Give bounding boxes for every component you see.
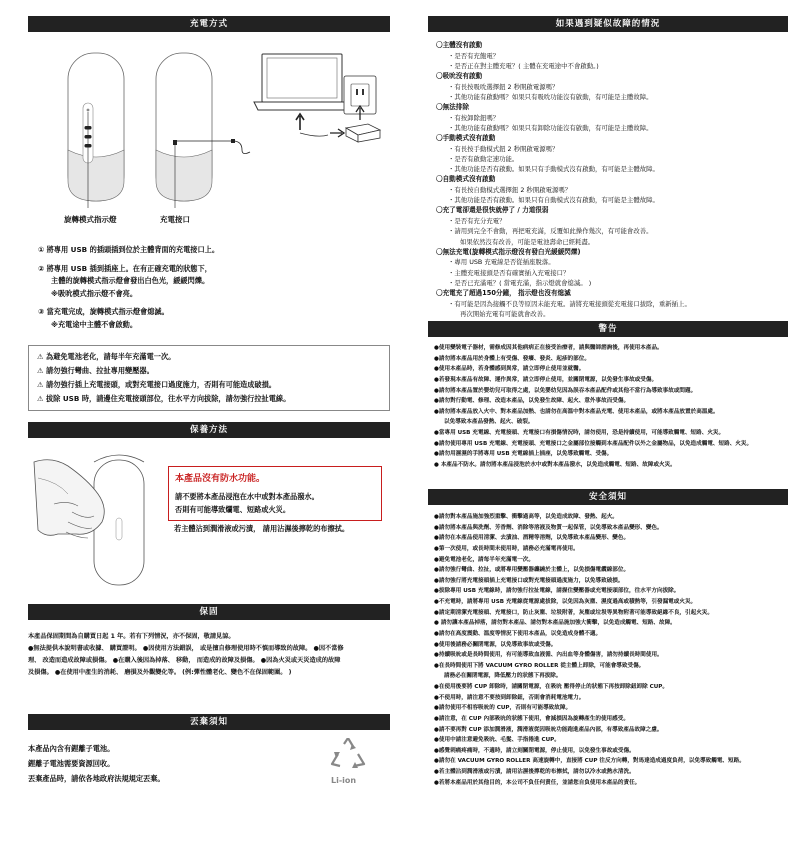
safety-item: ●請勿在高度震動、溫度等情況下使用本產品，以免造成身體不適。 xyxy=(434,630,602,637)
safety-item: ●不充電時，請將專用 USB 充電線從電源處拔除，以免因為灰塵、濕度過高或積熱等，引發漏電或火災。 xyxy=(434,599,697,605)
disposal-line: 鋰離子電池需要資源回收。 xyxy=(28,759,115,769)
arrow-right-icon xyxy=(330,129,344,137)
faq-section-title: 〇無法充電(旋轉模式指示燈沒有發白光緩緩閃爍) xyxy=(436,247,581,256)
disposal-line: 丟棄產品時，請依各地政府法規規定丟棄。 xyxy=(28,774,165,784)
safety-list xyxy=(434,512,788,788)
safety-item: ●請勿強行將充電接頭插上充電接口或對充電接頭過度施力，以免導致破損。 xyxy=(434,577,624,584)
faq-section-title: 〇充了電卻還是很快就停了 / 力道很弱 xyxy=(436,206,549,215)
faq-item: ・有按卸除鈕嗎？ xyxy=(448,113,500,122)
warning-line: ⚠ 拔除 USB 時，請邊住充電接頭部位，往水平方向拔除，請勿強行拉扯電線。 xyxy=(37,394,291,404)
faq-list xyxy=(436,40,788,319)
warning-item: ●使用本產品時，若身體感到異常，請立即停止使用並就醫。 xyxy=(434,366,585,373)
device-front-illustration xyxy=(68,53,124,208)
faq-section-title: 〇主體沒有啟動 xyxy=(436,41,483,49)
step-1: ① 將專用 USB 的插頭插到位於主體背面的充電接口上。 xyxy=(38,245,220,254)
faq-item: ・有長按自動模式選擇鈕 2 秒開啟電源嗎？ xyxy=(448,185,572,194)
care-note: 若主體沾到潤滑液或污漬， 請用沾濕後擰乾的布擦拭。 xyxy=(174,524,350,533)
warranty-header: 保固 xyxy=(28,604,390,620)
charging-port-label: 充電接口 xyxy=(160,215,190,224)
faq-item: ・是否有啟動定速功能。 xyxy=(448,154,519,163)
warning-item: ●請勿將本產品用於身體上有受傷、發癢、發炎、起疹的部位。 xyxy=(434,355,590,362)
warning-item: ●請勿將本產品置於嬰幼兒可取得之處，以免嬰幼兒因為誤吞本產品配件或其他不當行為導致事故或問題。 xyxy=(434,387,697,394)
warning-item: ●請勿對行動電、修理、改造本產品，以免發生故障、起火、意外事故而受傷。 xyxy=(434,398,630,405)
faq-item: ・專用 USB 充電線是否從插座脫落。 xyxy=(448,258,555,267)
warranty-line: 理、 改造而造成故障或損傷。 ●在購入後因為掉落、 移動， 而造成的故障及損傷。 ●因為火災或天災造成的故障 xyxy=(28,657,341,665)
warranty-line: 及損傷。 ●在使用中產生的消耗、 磨損及外觀變化等。 (例:彈性體老化、變色不在保固範圍。 ) xyxy=(28,669,292,677)
faq-item: ・其他功能有啟動嗎？如果只有吸吮功能沒有啟動，有可能是主體故障。 xyxy=(448,92,653,101)
warning-item: ●若發現本產品有故障、運作異常，請立即停止使用，並關閉電源，以免發生事故或受傷。 xyxy=(434,376,658,383)
faq-item: ・有長按手動模式鈕 2 秒開啟電源嗎？ xyxy=(448,144,559,153)
care-header: 保養方法 xyxy=(28,422,390,438)
safety-item: ● 請勿讓本產品掉落，請勿對本產品、請勿對本產品施加強大衝擊，以免造成觸電、短路、故障。 xyxy=(434,620,676,627)
safety-item: ●在長時間使用下將 VACUUM GYRO ROLLER 從主體上卸除，可能會導致受傷。 xyxy=(434,662,645,669)
safety-item: ●請定期清潔充電接頭、充電接口，防止灰塵、垃圾附著，灰塵或垃圾等異物附著可能導致絕緣不良，引起火災。 xyxy=(434,609,713,616)
faq-section-title: 〇充電充了超過150分鐘， 指示燈也沒有熄滅 xyxy=(436,289,571,298)
warning-header: 警告 xyxy=(428,321,788,337)
faq-item: ・請用到完全不會動，再把電充滿，反覆如此操作幾次，有可能會改善。 xyxy=(448,227,653,236)
warning-item: ●請勿使用專用 USB 充電線、充電接頭、充電接口之金屬部位接觸到本產品配件以外之金屬物品，以免造成觸電、短路、火災。 xyxy=(434,440,753,447)
usb-adapter-icon xyxy=(346,124,380,142)
disposal-header: 丟棄須知 xyxy=(28,714,390,730)
hand-wiping-illustration xyxy=(28,442,168,592)
step-3-note: ※充電途中主體不會啟動。 xyxy=(51,319,138,329)
safety-item: ●避免電池老化，請每半年充滿電一次。 xyxy=(434,556,534,563)
safety-item: ●感覺刺痛疼痛時，不適時，請立刻關閉電源，停止使用，以免發生事故或受傷。 xyxy=(434,747,635,754)
faq-item: 再次開始充電有可能就會改善。 xyxy=(460,309,550,318)
warning-item: ●請勿將本產品放入火中、對本產品加熱、也請勿在高溫中對本產品充電、使用本產品，或將本產品放置於高溫處。 xyxy=(434,408,719,415)
warning-item: ● 本產品不防水。請勿將本產品浸泡於水中或對本產品潑水，以免造成觸電、短路、故障或火災。 xyxy=(434,461,676,468)
faq-header: 如果遇到疑似故障的情況 xyxy=(428,16,788,32)
warning-list xyxy=(434,343,788,471)
safety-item: ●請勿將本產品與洗劑、芳香劑、消除等溶液及物質一起保管，以免導致本產品變形、變色。 xyxy=(434,524,663,531)
faq-item: ・其他功能有啟動嗎？如果只有卸除功能沒有啟動，有可能是主體故障。 xyxy=(448,123,653,132)
safety-item: ●請勿在本產品使用清潔、去漬油、酒精等溶劑，以免導致本產品變形、變色。 xyxy=(434,535,630,542)
faq-item: ・其他功能是否有啟動。如果只有自動模式沒有啟動，有可能是主體故障。 xyxy=(448,196,659,205)
faq-item: 如果依然沒有改善，可能是電池壽命已經耗盡。 xyxy=(460,237,595,246)
warning-item: ●使用變裝電子器材，需修成因其他病病正在接受治療者，請與醫師諮詢後，再使用本產品。 xyxy=(434,345,663,351)
safety-item: ●不使用時，請注意不要按到卸除鈕，否則會消耗電池電力。 xyxy=(434,694,585,701)
warning-item: 以免導致本產品發熱、起火、破裂。 xyxy=(444,419,534,426)
safety-item: ●使用中請注意避免吸吮、毛髮、手指捲進 CUP。 xyxy=(434,737,560,744)
faq-item: ・是否已充滿電？( 當電充滿，指示燈就會熄滅。 ) xyxy=(448,278,592,287)
charging-steps xyxy=(38,244,390,332)
faq-section-title: 〇無法排除 xyxy=(436,103,469,112)
faq-section-title: 〇自動模式沒有啟動 xyxy=(436,175,496,184)
no-waterproof-title: 本產品沒有防水功能。 xyxy=(175,474,266,484)
safety-item: ●請勿在 VACUUM GYRO ROLLER 高速旋轉中，直接將 CUP 往反方向轉，對馬達造成過度負荷，以免導致觸電、短路。 xyxy=(434,758,745,765)
faq-section-title: 〇吸吮沒有啟動 xyxy=(436,72,483,81)
safety-item: ●第一次使用，或長時間未使用時，請務必充滿電再使用。 xyxy=(434,545,579,552)
charging-warnings-box xyxy=(28,345,390,411)
faq-item: ・其他功能是否有啟動。如果只有手動模式沒有啟動，有可能是主體故障。 xyxy=(448,165,659,174)
no-waterproof-line: 否則有可能導致爛電、短路或火災。 xyxy=(175,504,291,514)
warning-item: ●當專用 USB 充電線、充電接頭、充電接口有損傷情況時，請勿使用，恐是持續使用，可能導致觸電、短路、火災。 xyxy=(434,430,725,436)
safety-item: ●在使用後要將 CUP 卸除時，請關閉電源，在吸吮 壓得停止的狀態下再按卸除鈕卸除 CUP。 xyxy=(434,684,668,690)
safety-item: ●請不要再對 CUP 添加潤滑液，潤滑液從因吸吮功能跑進產品內部，有導致產品故障之慮。 xyxy=(434,726,663,733)
step-2: ② 將專用 USB 插到插座上。在有正確充電的狀態下， xyxy=(38,263,212,273)
step-2-detail: 主體的旋轉模式指示燈會發出白色光，緩緩閃爍。 xyxy=(51,276,210,286)
warranty-line: ●無法提供本說明書或收據、 購買證明。 ●因使用方法錯誤， 或是擅自修理使用時不慎而導致的故障。 ●因不當修 xyxy=(28,645,344,653)
li-ion-label: Li-ion xyxy=(331,776,357,785)
warranty-line: 本產品保固期間為自購買日起 1 年。若有下列情況，亦不保固，敬請見諒。 xyxy=(28,633,235,640)
faq-item: ・主體充電接頭是否有確實插入充電接口？ xyxy=(448,268,570,277)
warranty-text xyxy=(28,631,390,679)
charging-header: 充電方式 xyxy=(28,16,390,32)
safety-item: ●若將本產品用於其他目的，本公司不負任何責任，並請您自負使用本產品的責任。 xyxy=(434,779,641,786)
arrow-up-icon xyxy=(296,114,304,130)
faq-item: ・有可能是因為接觸不良等原因未能充電。請將充電接頭從充電接口拔除，重新插上。 xyxy=(448,299,691,308)
safety-item: ●拔除專用 USB 充電線時，請勿強行拉扯電線，請握住變壓器或充電接頭部位，往水平方向拔除。 xyxy=(434,588,680,595)
warning-line: ⚠ 請勿強行插上充電接頭，或對充電接口過度施力，否則有可能造成破損。 xyxy=(37,380,276,390)
faq-item: ・有長按吸吮選擇鈕 2 秒開啟電源嗎？ xyxy=(448,82,559,91)
warning-line: ⚠ 請勿強行彎曲、拉扯專用變壓器。 xyxy=(37,366,154,376)
step-2-note: ※吸吮模式指示燈不會亮。 xyxy=(51,288,138,298)
disposal-line: 本產品內含有鋰離子電池。 xyxy=(28,744,115,753)
safety-item: ●使用後請務必關閉電源，以免導致事故或受傷。 xyxy=(434,641,557,648)
safety-item: ●請勿對本產品施加強烈重擊、衝擊過高等，以免造成故障、發熱、起火。 xyxy=(434,514,618,520)
faq-section-title: 〇手動模式沒有啟動 xyxy=(436,134,496,143)
safety-item: ●請注意，在 CUP 內部吸吮的狀態下使用，會減損因為旋轉產生的使用感受。 xyxy=(434,715,629,722)
step-3: ③ 當充電完成，旋轉模式指示燈會熄滅。 xyxy=(38,307,169,317)
safety-header: 安全須知 xyxy=(428,489,788,505)
recycle-icon xyxy=(328,738,368,772)
no-waterproof-line: 請不要將本產品浸泡在水中或對本產品潑水。 xyxy=(175,491,319,501)
warning-item: ●請勿用濕濕的手將專用 USB 充電線插上插座，以免導致觸電、受傷。 xyxy=(434,451,613,458)
safety-item: ●請勿強行彎曲、拉扯，或將專用變壓器纏繞於主體上，以免損傷電纜線部位。 xyxy=(434,567,630,574)
device-back-illustration xyxy=(156,53,212,208)
safety-item: ●若主體沾到潤滑液或污漬，請用沾濕後擰乾的布擦拭，請勿以冷水或熱水清洗。 xyxy=(434,769,635,775)
indicator-light-label: 旋轉模式指示燈 xyxy=(64,215,117,224)
faq-item: ・是否正在對主體充電？( 主體在充電途中不會啟動。) xyxy=(448,61,599,70)
warning-line: ⚠ 為避免電池老化，請每半年充滿電一次。 xyxy=(37,352,176,361)
no-waterproof-box xyxy=(168,466,382,521)
safety-item: ●請勿使用不相容吸吮的 CUP，否則有可能導致故障。 xyxy=(434,705,572,712)
faq-item: ・是否有充飽電？ xyxy=(448,51,500,60)
safety-item: ●持續吸吮或是長時間使用，有可能導致血液循、內出血等身體傷害，請勿持續長時間使用。 xyxy=(434,652,663,659)
laptop-icon xyxy=(254,54,350,110)
charging-diagram xyxy=(28,40,390,208)
faq-item: ・是否有充分充電？ xyxy=(448,217,506,226)
safety-item: 請務必在關閉電源，降低壓力的狀態下再拔除。 xyxy=(444,673,562,680)
